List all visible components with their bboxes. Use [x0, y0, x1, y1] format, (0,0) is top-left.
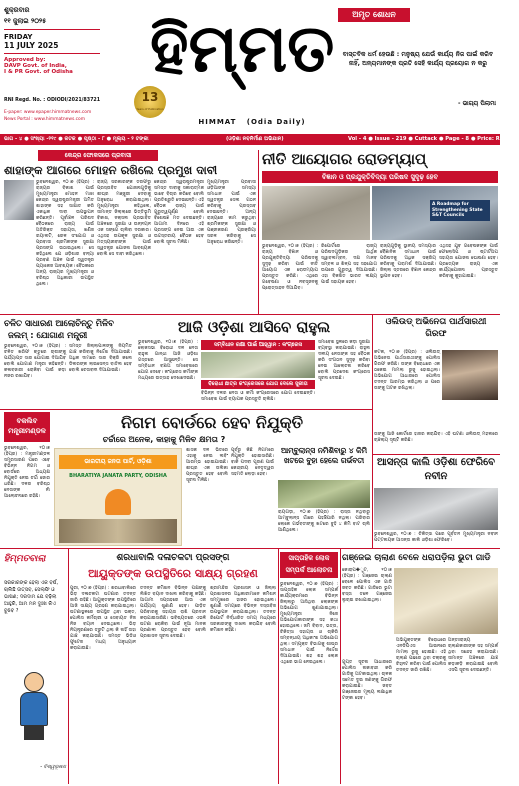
story3-subhead: ଜଲମ୍ : ଯୋଗାଣ ମନ୍ତ୍ରୀ [8, 330, 88, 340]
epaper-link[interactable]: E-paper: www.epaper.himmatnews.com [4, 110, 92, 115]
rni-number: RNI Regd. No. : ODIODI/2021/83721 [4, 98, 101, 103]
approved-davp: DAVP Govt. of India, [4, 63, 67, 69]
story10-kicker2: ସମ୍ପର୍କ ଆଲୋଚନା [285, 566, 333, 574]
story6-banner: ଭାରତୀୟ ଜନତା ପାର୍ଟି, ଓଡ଼ିଶା [59, 455, 177, 469]
story6-col1: ଭୁବନେଶ୍ୱର, ୧୦।୭ (ହିପ୍ର) : ମନ୍ତ୍ରୀମଣ୍ଡଳ ସମ୍ପ୍ରସାରଣ ପରେ ଏବେ ବିଭିନ୍ନ ନିଗମ ଓ ବୋର୍ଡରେ ଅଧ୍ୟକ୍ଷ ନିଯୁକ୍ତି ନେଇ ଚର୍ଚ୍ଚା ଜୋର ଧରିଛି। ଦଳର ବରିଷ୍ଠ ନେତାଙ୍କ ନାଁ ଆଲୋଚନାରେ ରହିଛି। [4, 446, 50, 499]
story1-col3: କେନ୍ଦ୍ର ସ୍ୱରାଷ୍ଟ୍ରମନ୍ତ୍ରୀ ସମସ୍ତ ଦାବୀକୁ ସକାରାତ୍ମକ ଭାବେ ବିଚାର କରିବେ ବୋଲି ପ୍ରତିଶ୍ରୁତି ଦେଇଛନ୍ତି। ଏହି ବୈଠକ ରାଜ୍ୟ ପାଇଁ ଗୁରୁତ୍ୱପୂର୍ଣ୍ଣ ବୋଲି ବିଶେଷଜ୍ଞ ମତ ଦେଇଛନ୍ତି। ଆଗାମୀ ଦିନରେ ଏହି ପ୍ରସଙ୍ଗ ନେଇ ଆଉ ଏକ ଉଚ୍ଚସ୍ତରୀୟ ବୈଠକ ହେବ ବୋଲି ସୂଚନା ମିଳିଛି। [154, 180, 204, 245]
cartoon-box [4, 552, 66, 782]
story1-photo [4, 180, 34, 220]
story6-col2: ଶାସକ ଦଳ ଭିତରେ ଏହାକୁ ନେଇ ଲବିଂ ଆରମ୍ଭ ହୋଇଯାଇଛି। ଶୀଘ୍ର ଏକ ତାଲିକା ପ୍ରସ୍ତୁତ ହେବ ବୋଲି ସୂଚନା ମିଳିଛି। [186, 448, 228, 483]
date-english: 11 JULY 2025 [4, 41, 59, 50]
story8-photo [374, 488, 498, 530]
story5-col1: କଟକ, ୧୦।୭ (ହିପ୍ର) : ଓଲିଉଡ୍ ଅଭିନେତା ପାର୍ଥସାରଥୀଙ୍କୁ ପୋଲିସ ଗିରଫ କରିଛି। ତାଙ୍କ ବିରୋଧରେ ଏକ ଠକେଇ ମାମଲା ରୁଜୁ ହୋଇଥିଲା। ଅଭିଯୋଗ ଆଧାରରେ ପୋଲିସ ତଦନ୍ତ ଆରମ୍ଭ କରିଥିଲା ଓ ପରେ ତାଙ୍କୁ ଅଟକ ରଖିଥିଲା। [374, 350, 440, 391]
story3-col1: ଭୁବନେଶ୍ୱର, ୧୦।୭ (ହିପ୍ର) : ଚଳିତ ଖରିଫ ଋତୁରେ ଚାଷୀଙ୍କୁ ପର୍ଯ୍ୟାପ୍ତ ସାର ଯୋଗାଇ ଦିଆଯିବ ବୋଲି ଯୋଗାଣ ମନ୍ତ୍ରୀ କହିଛନ୍ତି। କଳାବଜାରୀ ରୋକିବା ପାଇଁ କଡ଼ା ନଜର ରଖାଯିବ। [4, 344, 66, 379]
masthead-subtitle: HIMMAT (Odia Daily) [198, 118, 306, 126]
story2-col3: ରାଜ୍ୟଗୁଡ଼ିକୁ ସ୍ଥାନୀୟ ସମସ୍ୟାର ବୈଜ୍ଞାନିକ ସମାଧାନ ପାଇଁ ପରିଷଦକୁ ଅଧିକ ସକ୍ରିୟ କରିବାକୁ ପରାମର୍ଶ ଦିଆଯାଇଛି। ଜିଲ୍ଲା ସ୍ତରରେ ବିଜ୍ଞାନ କେନ୍ଦ୍ର ସ୍ଥାପନ ହେବ। [380, 244, 436, 279]
story10-kicker: ସାପ୍ତାହିକ ଲୋକ [288, 554, 330, 562]
story5-photo [442, 350, 498, 400]
divider [68, 548, 69, 784]
issue-info-odia: ଭାଗ - ୪ ● ସଂଖ୍ୟା -୨୧୯ ● କଟକ ● ପୃଷ୍ଠା - ୮ ● ମୂଲ୍ୟ - ୨ ଟଙ୍କା [4, 136, 149, 142]
story4-col1: ଭୁବନେଶ୍ୱର, ୧୦।୭ (ହିପ୍ର) : ଲୋକସଭା ବିରୋଧୀ ଦଳ ନେତା ରାହୁଲ ଗାନ୍ଧୀ ଆଜି ଓଡ଼ିଶା ଗସ୍ତରେ ଆସୁଛନ୍ତି। ସେ ସମ୍ବିଧାନ ବଞ୍ଚାଅ ସମାବେଶରେ ଯୋଗ ଦେବେ। କଂଗ୍ରେସ କର୍ମୀଙ୍କ ମଧ୍ୟରେ ଉତ୍ସାହ ଦେଖାଦେଇଛି। [138, 340, 198, 381]
masthead [0, 0, 500, 132]
story6-banner-english: BHARATIYA JANATA PARTY, ODISHA [69, 473, 167, 479]
badge-number: 13 [141, 90, 159, 104]
lotus-icon [105, 489, 131, 515]
day-english: FRIDAY [4, 33, 33, 41]
story2-subhead: ବିଜ୍ଞାନ ଓ ପ୍ରଯୁକ୍ତିବିଦ୍ୟା ପରିଷଦ ସୁଦୃଢ଼ ହେବ [262, 171, 498, 183]
story7-photo [278, 480, 370, 508]
story2-col1: ଭୁବନେଶ୍ୱର, ୧୦।୭ (ହିପ୍ର) : ରାଜ୍ୟ ବିଜ୍ଞାନ ଓ ପ୍ରଯୁକ୍ତିବିଦ୍ୟା ପରିଷଦକୁ ସୁଦୃଢ଼ କରିବା ପାଇଁ ନୀତି ଆୟୋଗ ଏକ ରୋଡମ୍ୟାପ ପ୍ରସ୍ତୁତ କରିଛି। ଏଥିରେ ଗବେଷଣା ଓ ନବସୃଜନକୁ ପ୍ରୋତ୍ସାହନ ଦିଆଯିବ। [262, 244, 318, 291]
divider [372, 454, 500, 455]
story6-col3: ପୂର୍ବରୁ କିଛି ନିଗମରେ ନିଯୁକ୍ତି ହୋଇସାରିଛି। ବାକି ପଦବୀ ପୂରଣ ପାଇଁ କେନ୍ଦ୍ରୀୟ ନେତୃତ୍ୱର ସହମତି ଲୋଡ଼ା ହେବ। [231, 448, 274, 477]
divider [0, 548, 500, 549]
divider [278, 548, 279, 784]
story11-col2: ଗୁପ୍ତ ସୂଚନା ଆଧାରରେ ପୋଲିସ ନାକାବନ୍ଦୀ କରି ଗାଡିକୁ ଅଟକାଇଥିଲା। ଚାଳକ ସମେତ ଦୁଇ ଜଣଙ୍କୁ ଗିରଫ କରାଯାଇଛି। ଜବତ ଗଞ୍ଜେଇର ମୂଲ୍ୟ ଲକ୍ଷାଧିକ ଟଙ୍କା ହେବ। [342, 660, 392, 701]
story5-headline[interactable]: ଓଲିଉଡ୍ ଅଭିନେତା ପାର୍ଥସାରଥୀ ଗିରଫ [385, 317, 487, 339]
story11-headline[interactable]: ଗଞ୍ଜେଇ ଚାଲାଣ ବେଳେ ଧରାପଡ଼ିଲା ଭୁଟା ଗାଡି [342, 553, 491, 563]
story4-caption: ବିରୋଧୀ ଛାତ୍ର କଂଗ୍ରେସରେ ଯୋଗ ଦେଲେ ସୁରୀତା [201, 380, 315, 389]
slogan: (ଓଡ଼ିଶା ନବନିର୍ମାଣ ଅଭିଯାନ) [226, 136, 284, 142]
story4-kicker: ସମ୍ବିଧାନ ରକ୍ଷା ପାଇଁ ଆହ୍ୱାନ : କଂଗ୍ରେସ [201, 340, 315, 350]
cartoon-head [24, 672, 44, 692]
approved-ipr: I & PR Govt. of Odisha [4, 69, 73, 75]
portal-link[interactable]: News Portal : www.himmatnews.com [4, 117, 86, 122]
story5-col2: ତାଙ୍କୁ ଆଜି କୋର୍ଟରେ ହାଜର କରାଯିବ। ଏହି ଘଟଣା ଓଲିଉଡ୍ ମହଲରେ ଚାଞ୍ଚଲ୍ୟ ସୃଷ୍ଟି କରିଛି। [374, 432, 498, 443]
divider [0, 314, 500, 315]
story6-tag [4, 412, 50, 442]
quote-author: - ଭାଗ୍ୟ ପିଲାମା [458, 100, 496, 107]
story6-photo [54, 448, 182, 546]
quote-box [338, 4, 498, 122]
story7-col1: ରାୟଗଡ଼ା, ୧୦।୭ (ହିପ୍ର) : ରାସ୍ତା ନଥିବାରୁ ଆମ୍ବୁଲାନ୍ସ ଗାଁରେ ପହଞ୍ଚିପାରି ନଥିଲା। ପରିବାର ଲୋକେ ଗର୍ଭବତୀଙ୍କୁ ଖଟରେ ବୁହି ୪ କିମି ବାଟ ଚାଲି ଆଣିଥିଲେ। [278, 510, 370, 533]
story3-col2: ସମସ୍ତ ଜିଲ୍ଲାପାଳଙ୍କୁ ନିୟମିତ ଯାଞ୍ଚ କରିବାକୁ ନିର୍ଦ୍ଦେଶ ଦିଆଯାଇଛି। ଅଧିକ ଦାମରେ ସାର ବିକ୍ରି କଲେ ଡିଲରଙ୍କ ଲାଇସେନ୍ସ ବାତିଲ ହେବ ବୋଲି ଚେତାବନୀ ଦିଆଯାଇଛି। [69, 344, 132, 373]
story6-crowd [59, 519, 177, 543]
story4-col2: ବିଭିନ୍ନ ଦଳର ନେତା ଓ କର୍ମୀ କଂଗ୍ରେସରେ ଯୋଗ ଦେଇଛନ୍ତି। ସମାବେଶ ପାଇଁ ବ୍ୟାପକ ପ୍ରସ୍ତୁତି ଚାଲିଛି। [201, 391, 315, 402]
story2-photo-screen [372, 186, 498, 240]
divider [0, 409, 372, 410]
story1-col2: ରାଜ୍ୟ ସରକାରଙ୍କ ତରଫରୁ ପ୍ରସ୍ତାବିତ ଯୋଜନାଗୁଡ଼ିକୁ ଶୀଘ୍ର ମଞ୍ଜୁରୀ ଦେବାକୁ ଅନୁରୋଧ କରାଯାଇଥିଲା। ମୁଖ୍ୟମନ୍ତ୍ରୀ କହିଥିଲେ, ସୀମାନ୍ତ ଜିଲ୍ଲାରେ ଭିତ୍ତିଭୂମି ବିକାଶ, ନକ୍ସଲ ପ୍ରଭାବିତ ଅଞ୍ଚଳରେ ସୁରକ୍ଷା ଓ ଉନ୍ନୟନ ଏକ ସଙ୍ଗେ ଚାଲିବା ଦରକାର। ଏଥିସହ ଉପକୂଳ ସୁରକ୍ଷା ଓ ମତ୍ସ୍ୟଜୀବୀଙ୍କ ପାଇଁ ସ୍ୱତନ୍ତ୍ର ଯୋଜନା ଆବଶ୍ୟକ ବୋଲି ସେ ଦାବୀ କରିଥିଲେ। [97, 180, 151, 257]
issue-info-english: Vol - 4 ● Issue - 219 ● Cuttack ● Page - 8 ● Price: Rs. 2.00 [348, 136, 519, 142]
story7-headline[interactable]: ଆମ୍ବୁଲାନ୍ସ ନମିଶିବାରୁ ୪ କିମି ଖଟରେ ବୁହା ହେଲେ ଗର୍ଭବତୀ [280, 446, 368, 465]
story1-kicker: କେନ୍ଦ୍ର ଫୋକସରେ ପ୍ରବାସୀ [38, 150, 158, 161]
cartoon-text: ସରକାରଙ୍କ ହେଲା ଏକ ବର୍ଷ, ଚାଲିଛି ଉତ୍ସବ, ସେଲ୍ଫି ଓ ଭାଷଣ; ଦରଦାମ ଯେ ବଢ଼ିଲା ଆହୁରି, ଆମ ମନ ଦୁଃଖ କିଏ ବୁଝିବ ? [4, 580, 59, 614]
story11-col4: ଅନ୍ତଃରାଜ୍ୟ ଚାଲାଣକାରୀଙ୍କ ସହ ସମ୍ପର୍କ ଥିବା ସନ୍ଦେହ କରାଯାଉଛି। ସୀମାନ୍ତ ଅଞ୍ଚଳରେ ଯାଞ୍ଚ କଡ଼ାକଡ଼ି କରାଯାଇଛି ବୋଲି ଏସପି ସୂଚନା ଦେଇଛନ୍ତି। [448, 638, 498, 673]
cartoon-signature: - ବିଶ୍ୱଭୂଷଣ [40, 764, 66, 770]
story2-col4: ଏଥିସହ ଯୁବ ଗବେଷକଙ୍କ ପାଇଁ ଫେଲୋସିପ ଓ ଷ୍ଟାର୍ଟଅପ ସହାୟତା ଯୋଜନା ଘୋଷଣା ହେବ। ପ୍ରତ୍ୟେକ ରାଜ୍ୟ ଏକ କାର୍ଯ୍ୟଯୋଜନା ପ୍ରସ୍ତୁତ କରିବାକୁ କୁହାଯାଇଛି। [439, 244, 498, 279]
story4-headline[interactable]: ଆଜି ଓଡ଼ିଶା ଆସିବେ ରାହୁଲ [177, 318, 331, 336]
story11-photo [394, 568, 498, 634]
story9-headline[interactable]: ଶରଧାବାଲି ଦଳାଚକଟା ପ୍ରସଙ୍ଗ [116, 553, 230, 563]
cartoon-legs [24, 726, 44, 740]
story8-col1: ଭୁବନେଶ୍ୱର, ୧୦।୭ : ଚିକିତ୍ସା ପରେ ପୂର୍ବତନ ମୁଖ୍ୟମନ୍ତ୍ରୀ ନବୀନ ପଟ୍ଟନାୟକ ଆସନ୍ତା କାଲି ଓଡ଼ିଶା ଫେରିବେ। [374, 532, 498, 543]
anniversary-badge [134, 86, 166, 118]
date-block [4, 6, 100, 75]
story3-headline[interactable]: ଚଳିତ ସାଧାରଣ ଆଲୋଚିନ୍ତୁ ମିଳିବ [4, 318, 114, 328]
divider [372, 314, 373, 548]
quote-body: ବାସ୍ତବିକ ଧର୍ମ ହେଉଛି : ମନୁଷ୍ୟ ଯେଉଁ କାର୍ଯ୍ୟ ନିଜ ପାଇଁ କରିବ ନାହିଁ, ଅନ୍ୟମାନଙ୍କ ପ୍ରତି ସେହି କାର୍ଯ୍ୟ ପ୍ରୟୋଗ ନ କରୁ [342, 51, 494, 67]
story1-headline[interactable]: ଶାହାଙ୍କ ଆଗରେ ମୋହନ ରଖିଲେ ପ୍ରମୁଖ ଦାବୀ [4, 163, 218, 177]
story1-col4: ମୁଖ୍ୟମନ୍ତ୍ରୀ ପ୍ରବାସୀ ଓଡ଼ିଆଙ୍କ ସମସ୍ୟା ସମାଧାନ ପାଇଁ ଏକ ସ୍ୱତନ୍ତ୍ର ସେଲ ଗଠନ କରିବାକୁ ପ୍ରସ୍ତାବ ଦେଇଛନ୍ତି। ଅନ୍ୟ ରାଜ୍ୟରେ କାମ କରୁଥିବା ଶ୍ରମିକଙ୍କ ସୁରକ୍ଷା ଓ ପଞ୍ଜୀକରଣ ପ୍ରକ୍ରିୟା ସରଳ କରିବାକୁ ସେ ଅନୁରୋଧ କରିଛନ୍ତି। [207, 180, 256, 245]
cartoon-body [20, 692, 48, 726]
story6-headline[interactable]: ନିଗମ ବୋର୍ଡରେ ହେବ ନିଯୁକ୍ତି [120, 413, 303, 432]
cartoon-title: ହିମ୍ମତବାଲା [4, 554, 46, 564]
cartoon-figure [12, 672, 56, 742]
story2-screen-text: A Roadmap for Strengthening State S&T Councils [430, 200, 490, 221]
story4-col3: ସମାବେଶ ସ୍ଥଳରେ କଡ଼ା ସୁରକ୍ଷା ବ୍ୟବସ୍ଥା କରାଯାଇଛି। ରାହୁଲ ଦଳୀୟ ନେତାଙ୍କ ସହ ବୈଠକ କରି ସଂଗଠନ ସୁଦୃଢ଼ କରିବା ନେଇ ଆଲୋଚନା କରିବେ ବୋଲି ପ୍ରଦେଶ କଂଗ୍ରେସ ସୂଚନା ଦେଇଛି। [318, 340, 370, 381]
story9-col2: ତଦନ୍ତ କମିଶନ ବିଭିନ୍ନ ପକ୍ଷଙ୍କୁ ଲିଖିତ ବୟାନ ଦାଖଲ କରିବାକୁ କହିଛି। ଆଗାମୀ ସପ୍ତାହରେ ଆଉ ଏକ ପର୍ଯ୍ୟାୟ ଶୁଣାଣି ହେବ। ପୀଡ଼ିତ ପରିବାରକୁ ସହାୟତା ରାଶି ପ୍ରଦାନ କରାଯାଇସାରିଛି। ଭବିଷ୍ୟତରେ ଏଭଳି ଘଟଣା ରୋକିବା ପାଇଁ ନୂଆ ମାନକ ପ୍ରଣାଳୀ ପ୍ରସ୍ତୁତ ହେବ ବୋଲି ପ୍ରଶାସନ ସୂଚନା ଦେଇଛି। [140, 586, 206, 639]
story10-kicker-box [280, 552, 338, 578]
day-odia: ଶୁକ୍ରବାର [4, 6, 30, 14]
story11-col1: କୋରାପ�ୁଟ, ୧୦।୭ (ହିପ୍ର) : ଗଞ୍ଜେଇ ଚାଲାଣ ବେଳେ ପୋଲିସ ଏକ ଗାଡି ଜବତ କରିଛି। ଗାଡିରେ ଭୁଟା ବସ୍ତା ତଳେ ଗଞ୍ଜେଇ ଲୁଚାଇ ରଖାଯାଇଥିଲା। [342, 568, 392, 603]
badge-text: Years of Publication [136, 107, 164, 111]
divider [340, 548, 341, 784]
story6-tag-text: ବକଲିବ ମନ୍ତ୍ରୀମଣ୍ଡଳ [8, 417, 46, 435]
story9-col1: ପୁରୀ, ୧୦।୭ (ହିପ୍ର) : ଶରଧାବାଲିରେ ଭିଡ଼ ଦଳାଚକଟା ଘଟଣାର ତଦନ୍ତ ଜାରି ରହିଛି। ଆୟୁକ୍ତଙ୍କ ଉପସ୍ଥିତିରେ ଆଜି ସାକ୍ଷ୍ୟ ଗ୍ରହଣ କରାଯାଇଥିଲା। ଘଟଣାସ୍ଥଳରେ ଉପସ୍ଥିତ ଥିବା ଭକ୍ତ, ପୋଲିସ କର୍ମଚାରୀ ଓ ସେବାୟତ ନିଜ ନିଜ ବୟାନ ଦେଇଥିଲେ। ଭିଡ଼ ନିୟନ୍ତ୍ରଣରେ ତ୍ରୁଟି ଥିଲା କି ନାହିଁ ତାହା ଯାଞ୍ଚ କରାଯାଉଛି। ସମସ୍ତ ଭିଡିଓ ଫୁଟେଜ ମଧ୍ୟ ଅନୁଧ୍ୟାନ କରାଯାଉଛି। [70, 586, 136, 651]
story6-subhead: ଚର୍ଚ୍ଚାରେ ଅନେକ, କାହାକୁ ମିଳିବ କ୍ଷମତା ? [102, 435, 226, 444]
divider [258, 150, 259, 314]
story2-photo-meeting [262, 186, 370, 240]
masthead-logo: ହିମ୍ମତ [150, 9, 335, 87]
story9-subhead: ଆୟୁକ୍ତଙ୍କ ଉପସ୍ଥିତିରେ ସାକ୍ଷ୍ୟ ଗ୍ରହଣ [88, 567, 258, 580]
story8-headline[interactable]: ଆସନ୍ତା କାଲି ଓଡ଼ିଶା ଫେରିବେ ନବୀନ [377, 457, 495, 482]
story11-col3: ଅଭିଯୁକ୍ତଙ୍କ ବିରୋଧରେ ଏନଡିପିଏସ ଆଇନରେ ମାମଲା ରୁଜୁ ହୋଇଛି। ଏହି ଚାଲାଣ ପଛରେ ଥିବା ଚକ୍ରକୁ ଚିହ୍ନଟ କରିବା ପାଇଁ ପୋଲିସ ତଦନ୍ତ ଜାରି ରଖିଛି। [396, 638, 446, 673]
story2-headline[interactable]: ନୀତି ଆୟୋଗର ରୋଡମ୍ୟାପ୍ [262, 150, 427, 168]
story2-col2: ରିପୋର୍ଟରେ ରାଜ୍ୟ ପରିଷଦଗୁଡ଼ିକର ଆର୍ଥିକ ସ୍ୱାବଲମ୍ବନ, ଦକ୍ଷ ମାନବ ସମ୍ବଳ ଓ ଶିଳ୍ପ ସହ ସହଯୋଗ ଉପରେ ଗୁରୁତ୍ୱ ଦିଆଯାଇଛି। ଏହା ବିକଶିତ ଭାରତ ଲକ୍ଷ୍ୟ ପାଇଁ ସହାୟକ ହେବ। [321, 244, 377, 285]
quote-title: ଅମୃତ ଶୋଧନ [338, 8, 410, 22]
story4-photo [201, 352, 315, 378]
story9-col3: ଶ୍ରୀମନ୍ଦିର ପ୍ରଶାସନ ଓ ଜିଲ୍ଲା ପ୍ରଶାସନର ଅଧିକାରୀମାନେ କମିଶନ ସମ୍ମୁଖରେ ହାଜର ହୋଇଥିଲେ। ଶୁଣାଣି ସମୟରେ ବିଭିନ୍ନ ଦସ୍ତାବିଜ ଉପସ୍ଥାପନ କରାଯାଇଥିଲା। ତଦନ୍ତ ରିପୋର୍ଟ ନିର୍ଦ୍ଧାରିତ ସମୟ ମଧ୍ୟରେ ସରକାରଙ୍କୁ ଦାଖଲ କରାଯିବ ବୋଲି କମିଶନ କହିଛି। [210, 586, 276, 633]
issue-info-bar [0, 134, 519, 145]
approved-label: Approved by: [4, 57, 46, 63]
story10-col1: ଭୁବନେଶ୍ୱର, ୧୦।୭ (ହିପ୍ର) : ସାପ୍ତାହିକ ଲୋକ ସମ୍ପର୍କ କାର୍ଯ୍ୟକ୍ରମରେ ବିଭିନ୍ନ ଜିଲ୍ଲାରୁ ଆସିଥିବା ଲୋକଙ୍କ ଅଭିଯୋଗ ଶୁଣାଯାଇଥିଲା। ମୁଖ୍ୟମନ୍ତ୍ରୀ ନିଜେ ଅଭିଯୋଗକାରୀଙ୍କ ସହ କଥା ହୋଇଥିଲେ। ଜମି ବିବାଦ, ଭତ୍ତା, ଚିକିତ୍ସା ସହାୟତା ଓ ଚାକିରି ସମ୍ବନ୍ଧୀୟ ଅଧିକାଂଶ ଅଭିଯୋଗ ଥିଲା। ସମ୍ପୃକ୍ତ ବିଭାଗକୁ ଶୀଘ୍ର ସମାଧାନ ପାଇଁ ନିର୍ଦ୍ଦେଶ ଦିଆଯାଇଛି। ଶହ ଶହ ଲୋକ ଏଥିରେ ଭାଗ ନେଇଥିଲେ। [280, 582, 338, 665]
story1-col1: ଭୁବନେଶ୍ୱର, ୧୦।୭ (ହିପ୍ର) : ରାଜ୍ୟର ବିକାଶ ପାଇଁ ମୁଖ୍ୟମନ୍ତ୍ରୀ ମୋହନ ମାଝୀ କେନ୍ଦ୍ର ସ୍ୱରାଷ୍ଟ୍ରମନ୍ତ୍ରୀ ଅମିତ ଶାହାଙ୍କ ସହ ସାକ୍ଷାତ କରି ଏକାଧିକ ଦାବୀ ଉପସ୍ଥାପନ କରିଛନ୍ତି। ପୂର୍ବାଞ୍ଚଳ ପରିଷଦ ବୈଠକରେ ରାଜ୍ୟ ପାଇଁ ଅତିରିକ୍ତ ସହାୟତା, ଖଣିଜ ରୟାଲଟି, ରେଳ ସଂଯୋଗ ଓ ପ୍ରବାସୀ ଶ୍ରମିକଙ୍କ ସୁରକ୍ଷା ପ୍ରସଙ୍ଗ ଉଠାଇଥିଲେ। ସେ କହିଥିଲେ ଯେ ଓଡ଼ିଶାର ବନ୍ୟା ପ୍ରବଣ ଅଞ୍ଚଳ ପାଇଁ ସ୍ୱତନ୍ତ୍ର ପ୍ୟାକେଜ ଆବଶ୍ୟକ। ବୈଠକରେ ଅନ୍ୟ ରାଜ୍ୟର ମୁଖ୍ୟମନ୍ତ୍ରୀ ଓ ବରିଷ୍ଠ ଅଧିକାରୀ ଉପସ୍ଥିତ ଥିଲେ। [36, 180, 94, 287]
date-odia: ୧୧ ଜୁଲାଇ ୨୦୨୫ [4, 17, 47, 25]
